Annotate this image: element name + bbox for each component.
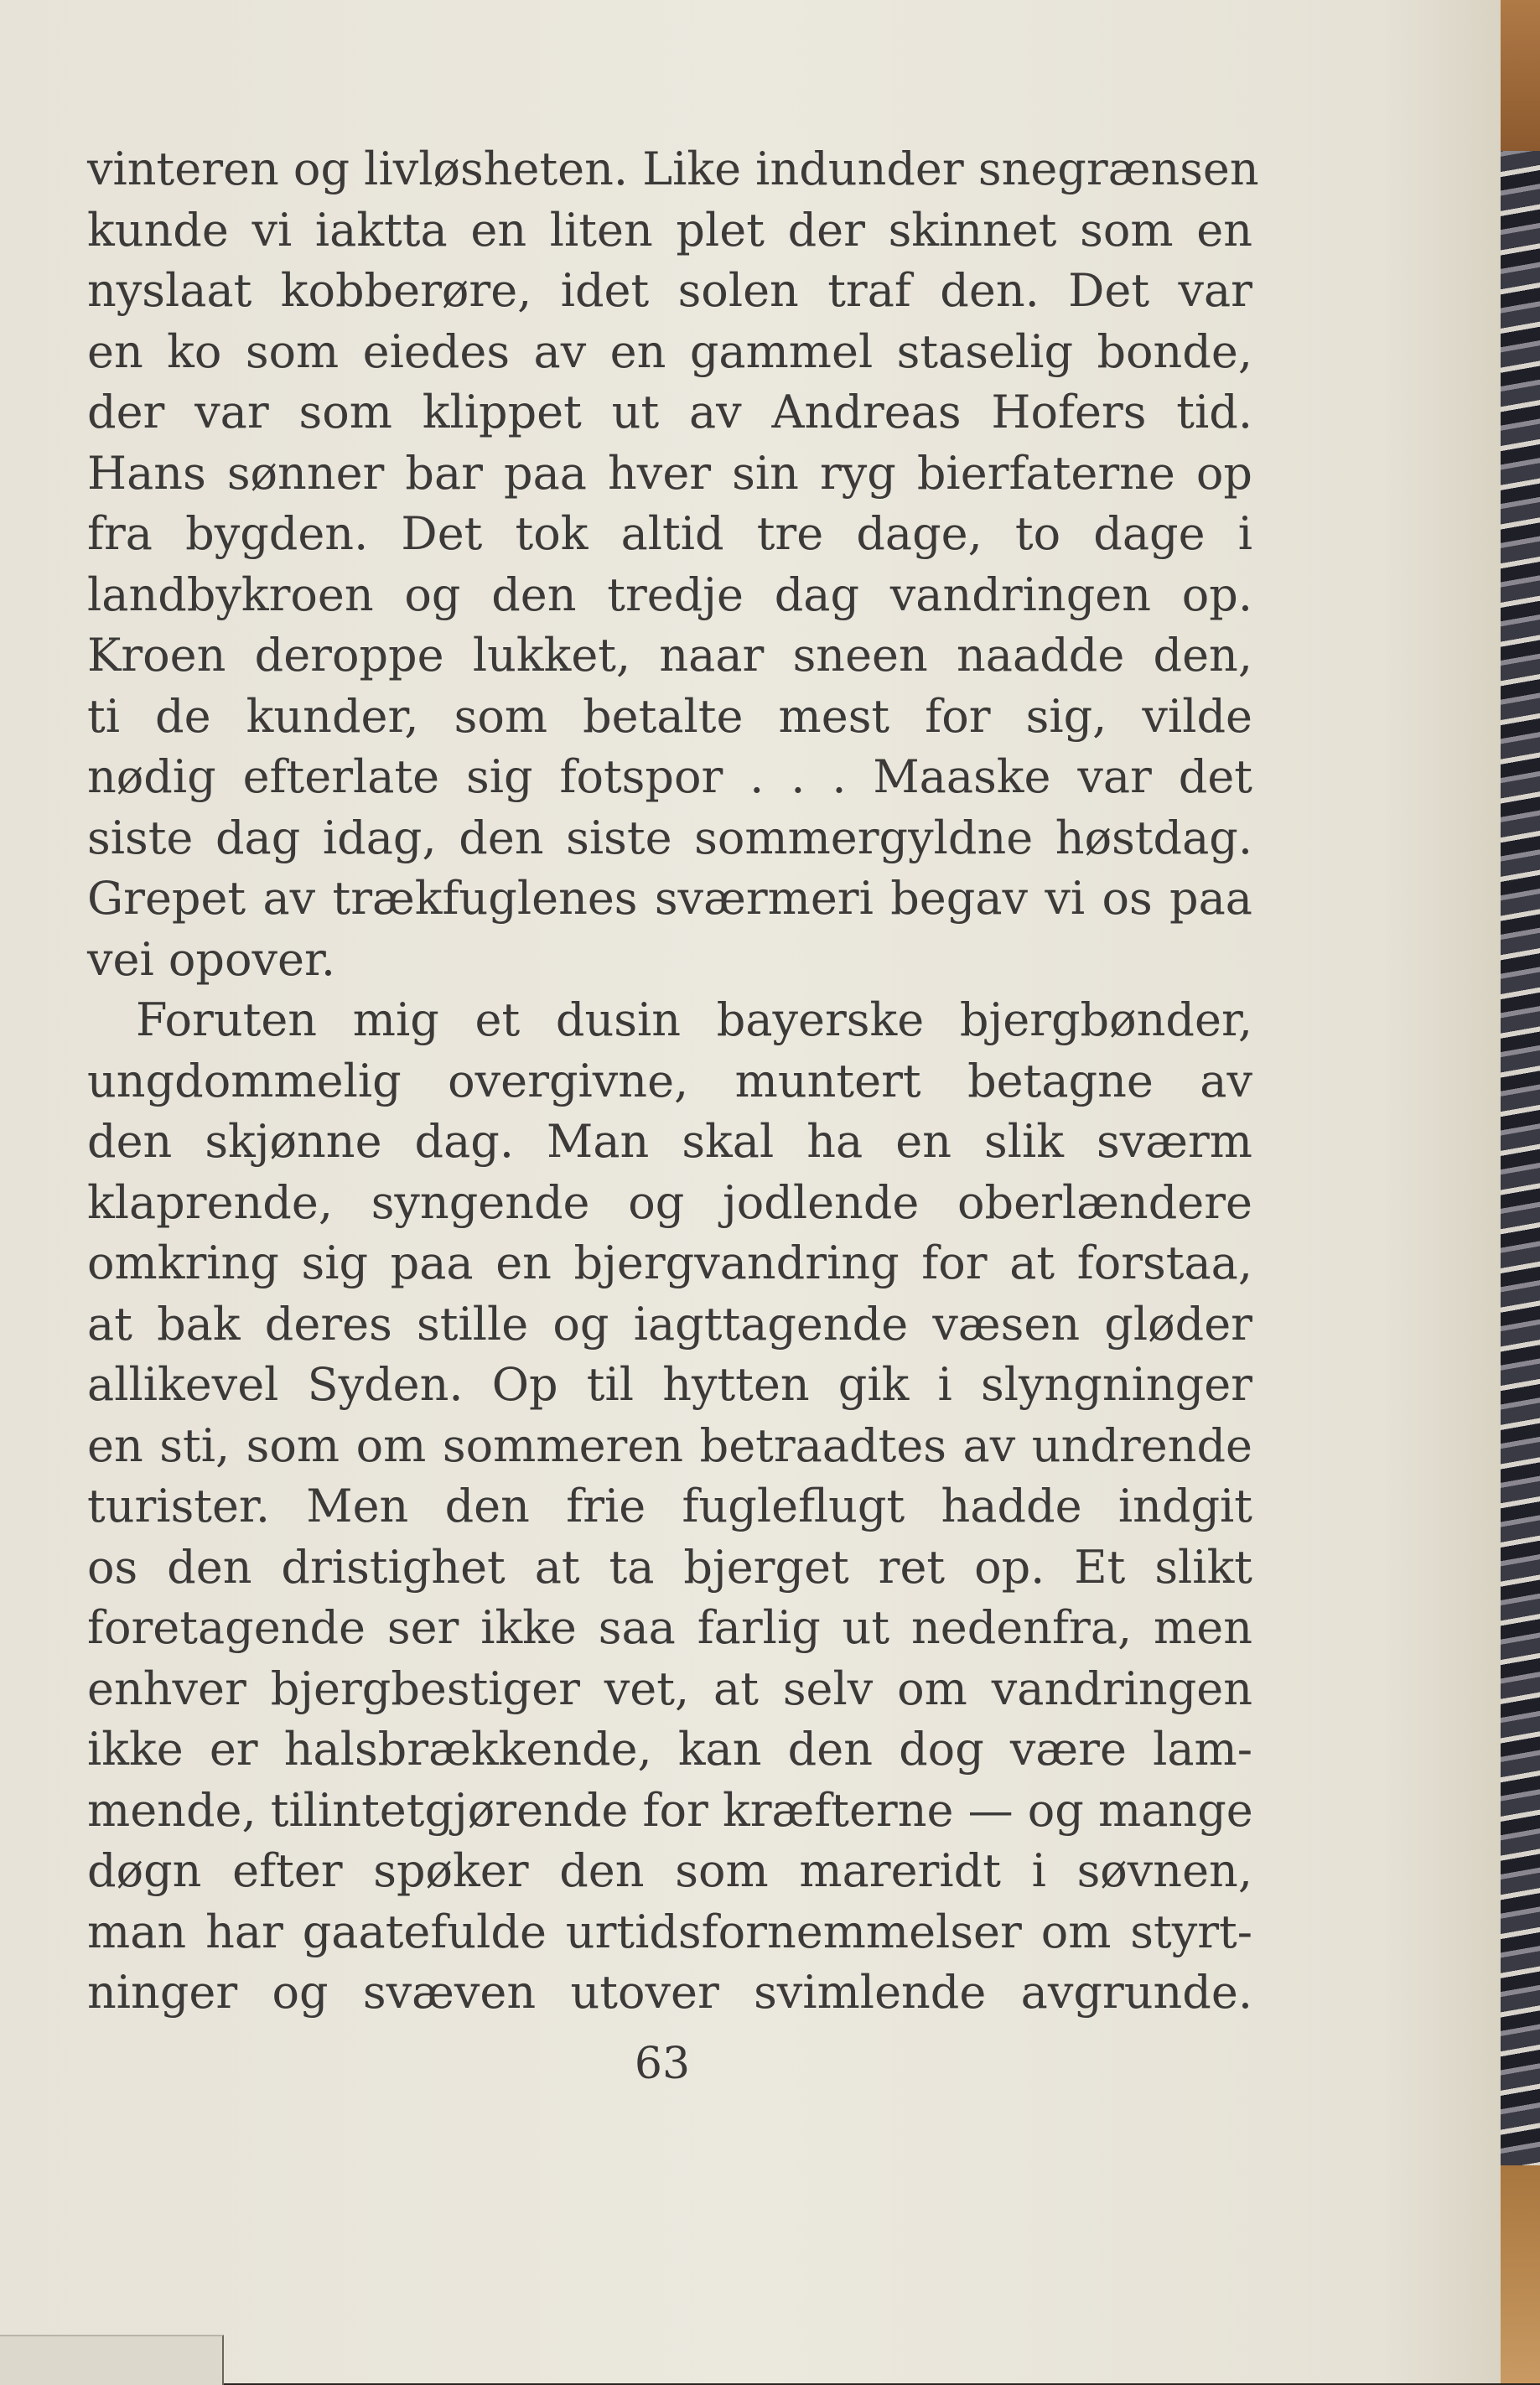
book-edge bbox=[1501, 0, 1540, 2383]
text-line: Kroen deroppe lukket, naar sneen naadde den, bbox=[87, 629, 1252, 682]
text-line: siste dag idag, den siste sommergyldne høstdag. bbox=[87, 811, 1252, 864]
page-number: 63 bbox=[634, 2039, 691, 2089]
text-line: døgn efter spøker den som mareridt i søvnen, bbox=[87, 1844, 1252, 1897]
book-edge-bottom bbox=[1501, 2165, 1540, 2383]
text-line: vinteren og livløsheten. Like indunder snegrænsen bbox=[87, 143, 1259, 195]
text-line: der var som klippet ut av Andreas Hofers tid. bbox=[87, 386, 1252, 438]
text-line: en ko som eiedes av en gammel staselig bonde, bbox=[87, 324, 1252, 378]
text-line: nødig efterlate sig fotspor . . . Maaske var det bbox=[87, 750, 1252, 803]
text-line: man har gaatefulde urtidsfornemmelser om styrt- bbox=[87, 1905, 1252, 1958]
text-line: enhver bjergbestiger vet, at selv om vandringen bbox=[87, 1662, 1252, 1715]
text-line: mende, tilintetgjørende for kræfterne — og mange bbox=[87, 1783, 1253, 1837]
text-line: Foruten mig et dusin bayerske bjergbønder, bbox=[136, 993, 1252, 1046]
body-text bbox=[87, 139, 1259, 2024]
text-line: nyslaat kobberøre, idet solen traf den. Det var bbox=[87, 264, 1252, 317]
text-line: landbykroen og den tredje dag vandringen op. bbox=[87, 568, 1252, 621]
text-line: turister. Men den frie fugleflugt hadde indgit bbox=[87, 1480, 1252, 1532]
text-line: ikke er halsbrækkende, kan den dog være lam- bbox=[87, 1723, 1252, 1776]
text-line: ti de kunder, som betalte mest for sig, vilde bbox=[87, 689, 1252, 743]
text-line: en sti, som om sommeren betraadtes av undrende bbox=[87, 1418, 1252, 1472]
text-line: allikevel Syden. Op til hytten gik i slyngninger bbox=[87, 1358, 1252, 1411]
text-line: Grepet av trækfuglenes sværmeri begav vi os paa bbox=[87, 872, 1252, 925]
text-line: vei opover. bbox=[87, 932, 335, 986]
text-line: klaprende, syngende og jodlende oberlændere bbox=[87, 1175, 1252, 1229]
text-line: ninger og svæven utover svimlende avgrunde. bbox=[87, 1966, 1252, 2019]
book-edge-top bbox=[1501, 0, 1540, 151]
text-line: Hans sønner bar paa hver sin ryg bierfaterne op bbox=[87, 446, 1252, 500]
text-line: os den dristighet at ta bjerget ret op. Et slikt bbox=[87, 1540, 1252, 1594]
page-corner-mark bbox=[0, 2335, 224, 2385]
text-line: den skjønne dag. Man skal ha en slik sværm bbox=[87, 1115, 1252, 1168]
text-line: at bak deres stille og iagttagende væsen gløder bbox=[87, 1297, 1252, 1351]
text-line: foretagende ser ikke saa farlig ut nedenfra, men bbox=[87, 1601, 1252, 1654]
text-line: fra bygden. Det tok altid tre dage, to dage i bbox=[87, 507, 1252, 560]
text-line: ungdommelig overgivne, muntert betagne av bbox=[87, 1054, 1252, 1107]
text-line: omkring sig paa en bjergvandring for at forstaa, bbox=[87, 1237, 1252, 1289]
text-line: kunde vi iaktta en liten plet der skinnet som en bbox=[87, 203, 1252, 257]
